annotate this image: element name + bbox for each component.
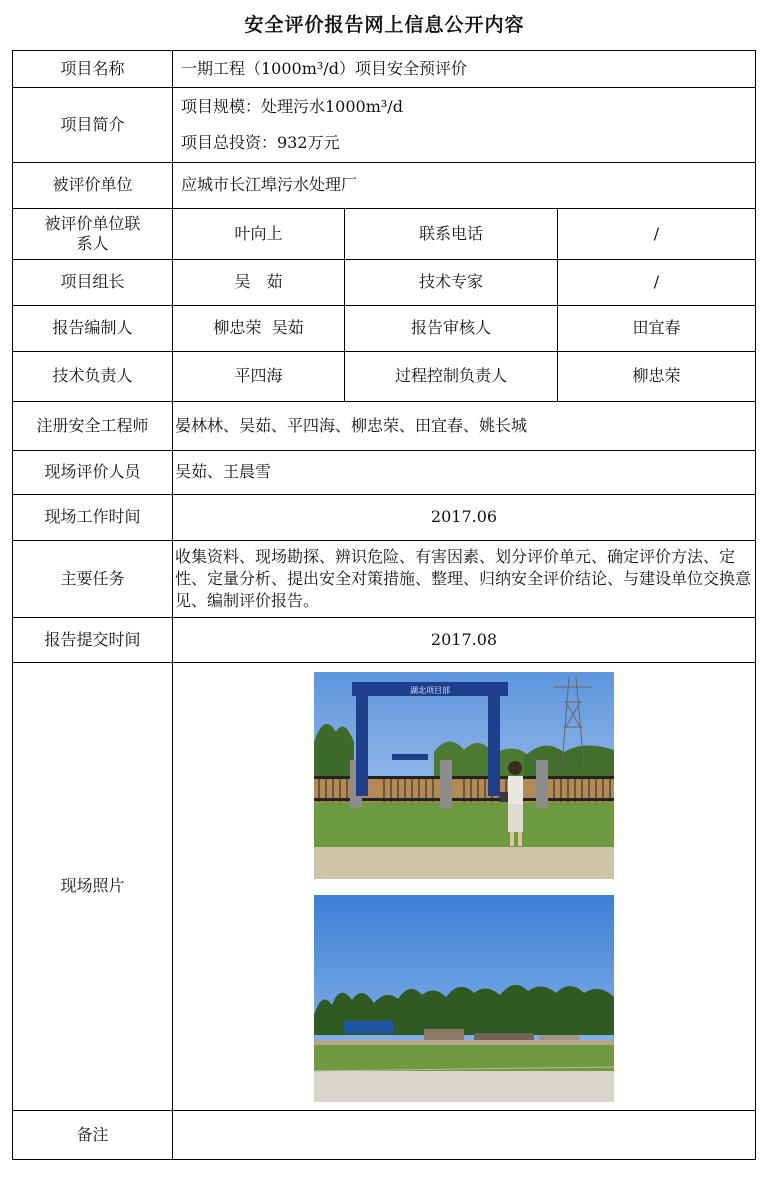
project-investment: 项目总投资：932万元 — [181, 133, 340, 152]
label-report-author: 报告编制人 — [13, 306, 173, 352]
label-team-leader: 项目组长 — [13, 260, 173, 306]
value-tech-lead: 平四海 — [173, 352, 345, 402]
site-photo-field — [314, 895, 614, 1102]
value-report-author: 柳忠荣 吴茹 — [173, 306, 345, 352]
value-remarks — [173, 1111, 756, 1160]
value-team-leader: 吴 茹 — [173, 260, 345, 306]
value-submit-time: 2017.08 — [173, 618, 756, 663]
label-engineers: 注册安全工程师 — [13, 402, 173, 451]
gate-sign-text: 湖北项目部 — [410, 685, 450, 695]
label-tech-lead: 技术负责人 — [13, 352, 173, 402]
row-site-time — [13, 495, 756, 541]
label-expert: 技术专家 — [345, 260, 558, 306]
label-submit-time: 报告提交时间 — [13, 618, 173, 663]
value-project-intro — [173, 88, 756, 163]
project-scale: 项目规模：处理污水1000m³/d — [181, 97, 403, 116]
label-phone: 联系电话 — [345, 209, 558, 260]
row-tasks — [13, 541, 756, 618]
row-report-author — [13, 306, 756, 352]
row-remarks — [13, 1111, 756, 1160]
label-reviewer: 报告审核人 — [345, 306, 558, 352]
value-expert: / — [558, 260, 756, 306]
row-contact — [13, 209, 756, 260]
row-team-leader — [13, 260, 756, 306]
row-engineers — [13, 402, 756, 451]
value-phone: / — [558, 209, 756, 260]
value-process-control: 柳忠荣 — [558, 352, 756, 402]
row-submit-time — [13, 618, 756, 663]
label-process-control: 过程控制负责人 — [345, 352, 558, 402]
page-title: 安全评价报告网上信息公开内容 — [244, 14, 525, 36]
label-contact — [13, 209, 173, 260]
label-site-staff: 现场评价人员 — [13, 451, 173, 495]
photos-cell — [173, 663, 756, 1111]
row-evaluated-unit — [13, 163, 756, 209]
value-evaluated-unit: 应城市长江埠污水处理厂 — [173, 163, 756, 209]
row-project-intro — [13, 88, 756, 163]
label-tasks: 主要任务 — [13, 541, 173, 618]
value-reviewer: 田宜春 — [558, 306, 756, 352]
label-evaluated-unit: 被评价单位 — [13, 163, 173, 209]
value-engineers: 晏林林、吴茹、平四海、柳忠荣、田宜春、姚长城 — [173, 402, 756, 451]
label-remarks: 备注 — [13, 1111, 173, 1160]
value-site-time: 2017.06 — [173, 495, 756, 541]
info-table — [12, 50, 756, 1160]
label-project-intro: 项目简介 — [13, 88, 173, 163]
value-project-name: 一期工程（1000m³/d）项目安全预评价 — [173, 51, 756, 88]
value-site-staff: 吴茹、王晨雪 — [173, 451, 756, 495]
row-photos — [13, 663, 756, 1111]
site-photo-gate — [314, 672, 614, 879]
label-site-time: 现场工作时间 — [13, 495, 173, 541]
value-tasks: 收集资料、现场勘探、辨识危险、有害因素、划分评价单元、确定评价方法、定性、定量分析、提出安全对策措施、整理、归纳安全评价结论、与建设单位交换意见、编制评价报告。 — [173, 541, 756, 618]
label-contact-text: 被评价单位联系人 — [44, 214, 141, 253]
row-site-staff — [13, 451, 756, 495]
row-project-name — [13, 51, 756, 88]
label-project-name: 项目名称 — [13, 51, 173, 88]
label-photos: 现场照片 — [13, 663, 173, 1111]
row-tech-lead — [13, 352, 756, 402]
value-contact: 叶向上 — [173, 209, 345, 260]
